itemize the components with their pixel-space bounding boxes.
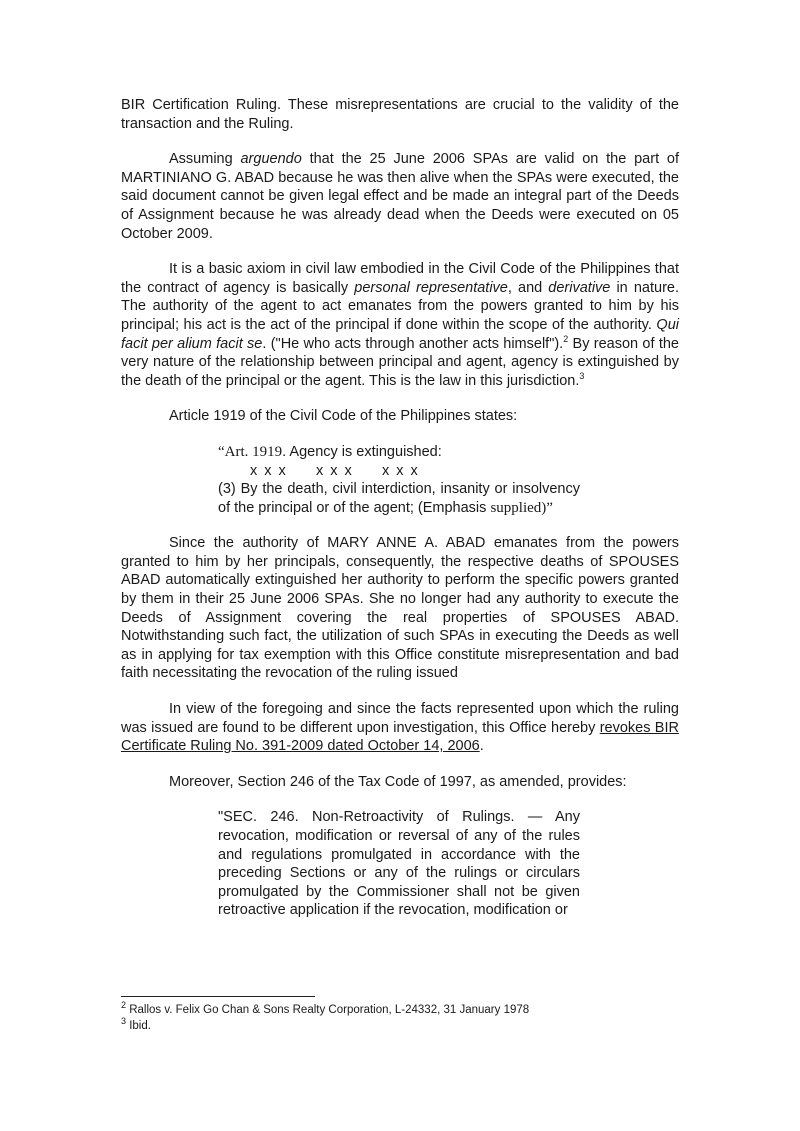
footnote-3: $^3$ Ibid. — [121, 1016, 151, 1032]
footnote-ref: 2 — [563, 333, 569, 344]
paragraph-continuation: BIR Certification Ruling. These misrepresentations are crucial to the validity of the transaction and the Ruling. — [121, 97, 679, 132]
block-quote-article-1919: “Art. 1919. Agency is extinguished: x x x x x x x x x (3) By the death, civil interdiction, insanity or insolvency of the principal or of the agent; (Emphasis supplied)” — [218, 443, 580, 516]
paragraph-arguendo: Assuming arguendo that the 25 June 2006 SPAs are valid on the part of MARTINIANO G. ABAD because he was then alive when the SPAs were executed, the said document cannot be given legal effect and be made an integral part of the Deeds of Assignment because he was already dead when the Deeds were executed on 05 October 2009. — [121, 151, 679, 242]
paragraph-agency-axiom: It is a basic axiom in civil law embodied in the Civil Code of the Philippines that the contract of agency is basically personal representative, and derivative in nature. The authority of the agent to act emanates from the powers granted to him by his principal; his act is the act of the principal if done within the scope of the authority. Qui facit per alium facit se. ("He who acts through another acts himself").$^2$ By reason of the very nature of the relationship between principal and agent, agency is extinguished by the death of the principal or the agent. This is the law in this jurisdiction.$^3$ — [121, 261, 679, 389]
paragraph-section-intro: Moreover, Section 246 of the Tax Code of 1997, as amended, provides: — [169, 773, 627, 790]
document-body — [121, 96, 679, 920]
paragraph-authority: Since the authority of MARY ANNE A. ABAD emanates from the powers granted to him by her principals, consequently, the respective deaths of SPOUSES ABAD automatically extinguished her authority to perform the specific powers granted by them in their 25 June 2006 SPAs. She no longer had any authority to execute the Deeds of Assignment covering the real properties of SPOUSES ABAD. Notwithstanding such fact, the utilization of such SPAs in executing the Deeds as well as in applying for tax exemption with this Office constitute misrepresentation and bad faith necessitating the revocation of the ruling issued — [121, 535, 679, 682]
footnote-divider — [121, 996, 315, 997]
paragraph-article-intro: Article 1919 of the Civil Code of the Philippines states: — [169, 408, 518, 425]
footnote-ref: 3 — [579, 370, 585, 381]
paragraph-revocation: In view of the foregoing and since the facts represented upon which the ruling was issued are found to be different upon investigation, this Office hereby revokes BIR Certificate Ruling No. 391-2009 dated October 14, 2006. — [121, 701, 679, 755]
block-quote-sec-246: "SEC. 246. Non-Retroactivity of Rulings. — Any revocation, modification or reversal of any of the rules and regulations promulgated in accordance with the preceding Sections or any of the rulings or circulars promulgated by the Commissioner shall not be given retroactive application if the revocation, modification or — [218, 809, 580, 919]
footnote-2: $^2$ Rallos v. Felix Go Chan & Sons Realty Corporation, L-24332, 31 January 1978 — [121, 1000, 530, 1016]
